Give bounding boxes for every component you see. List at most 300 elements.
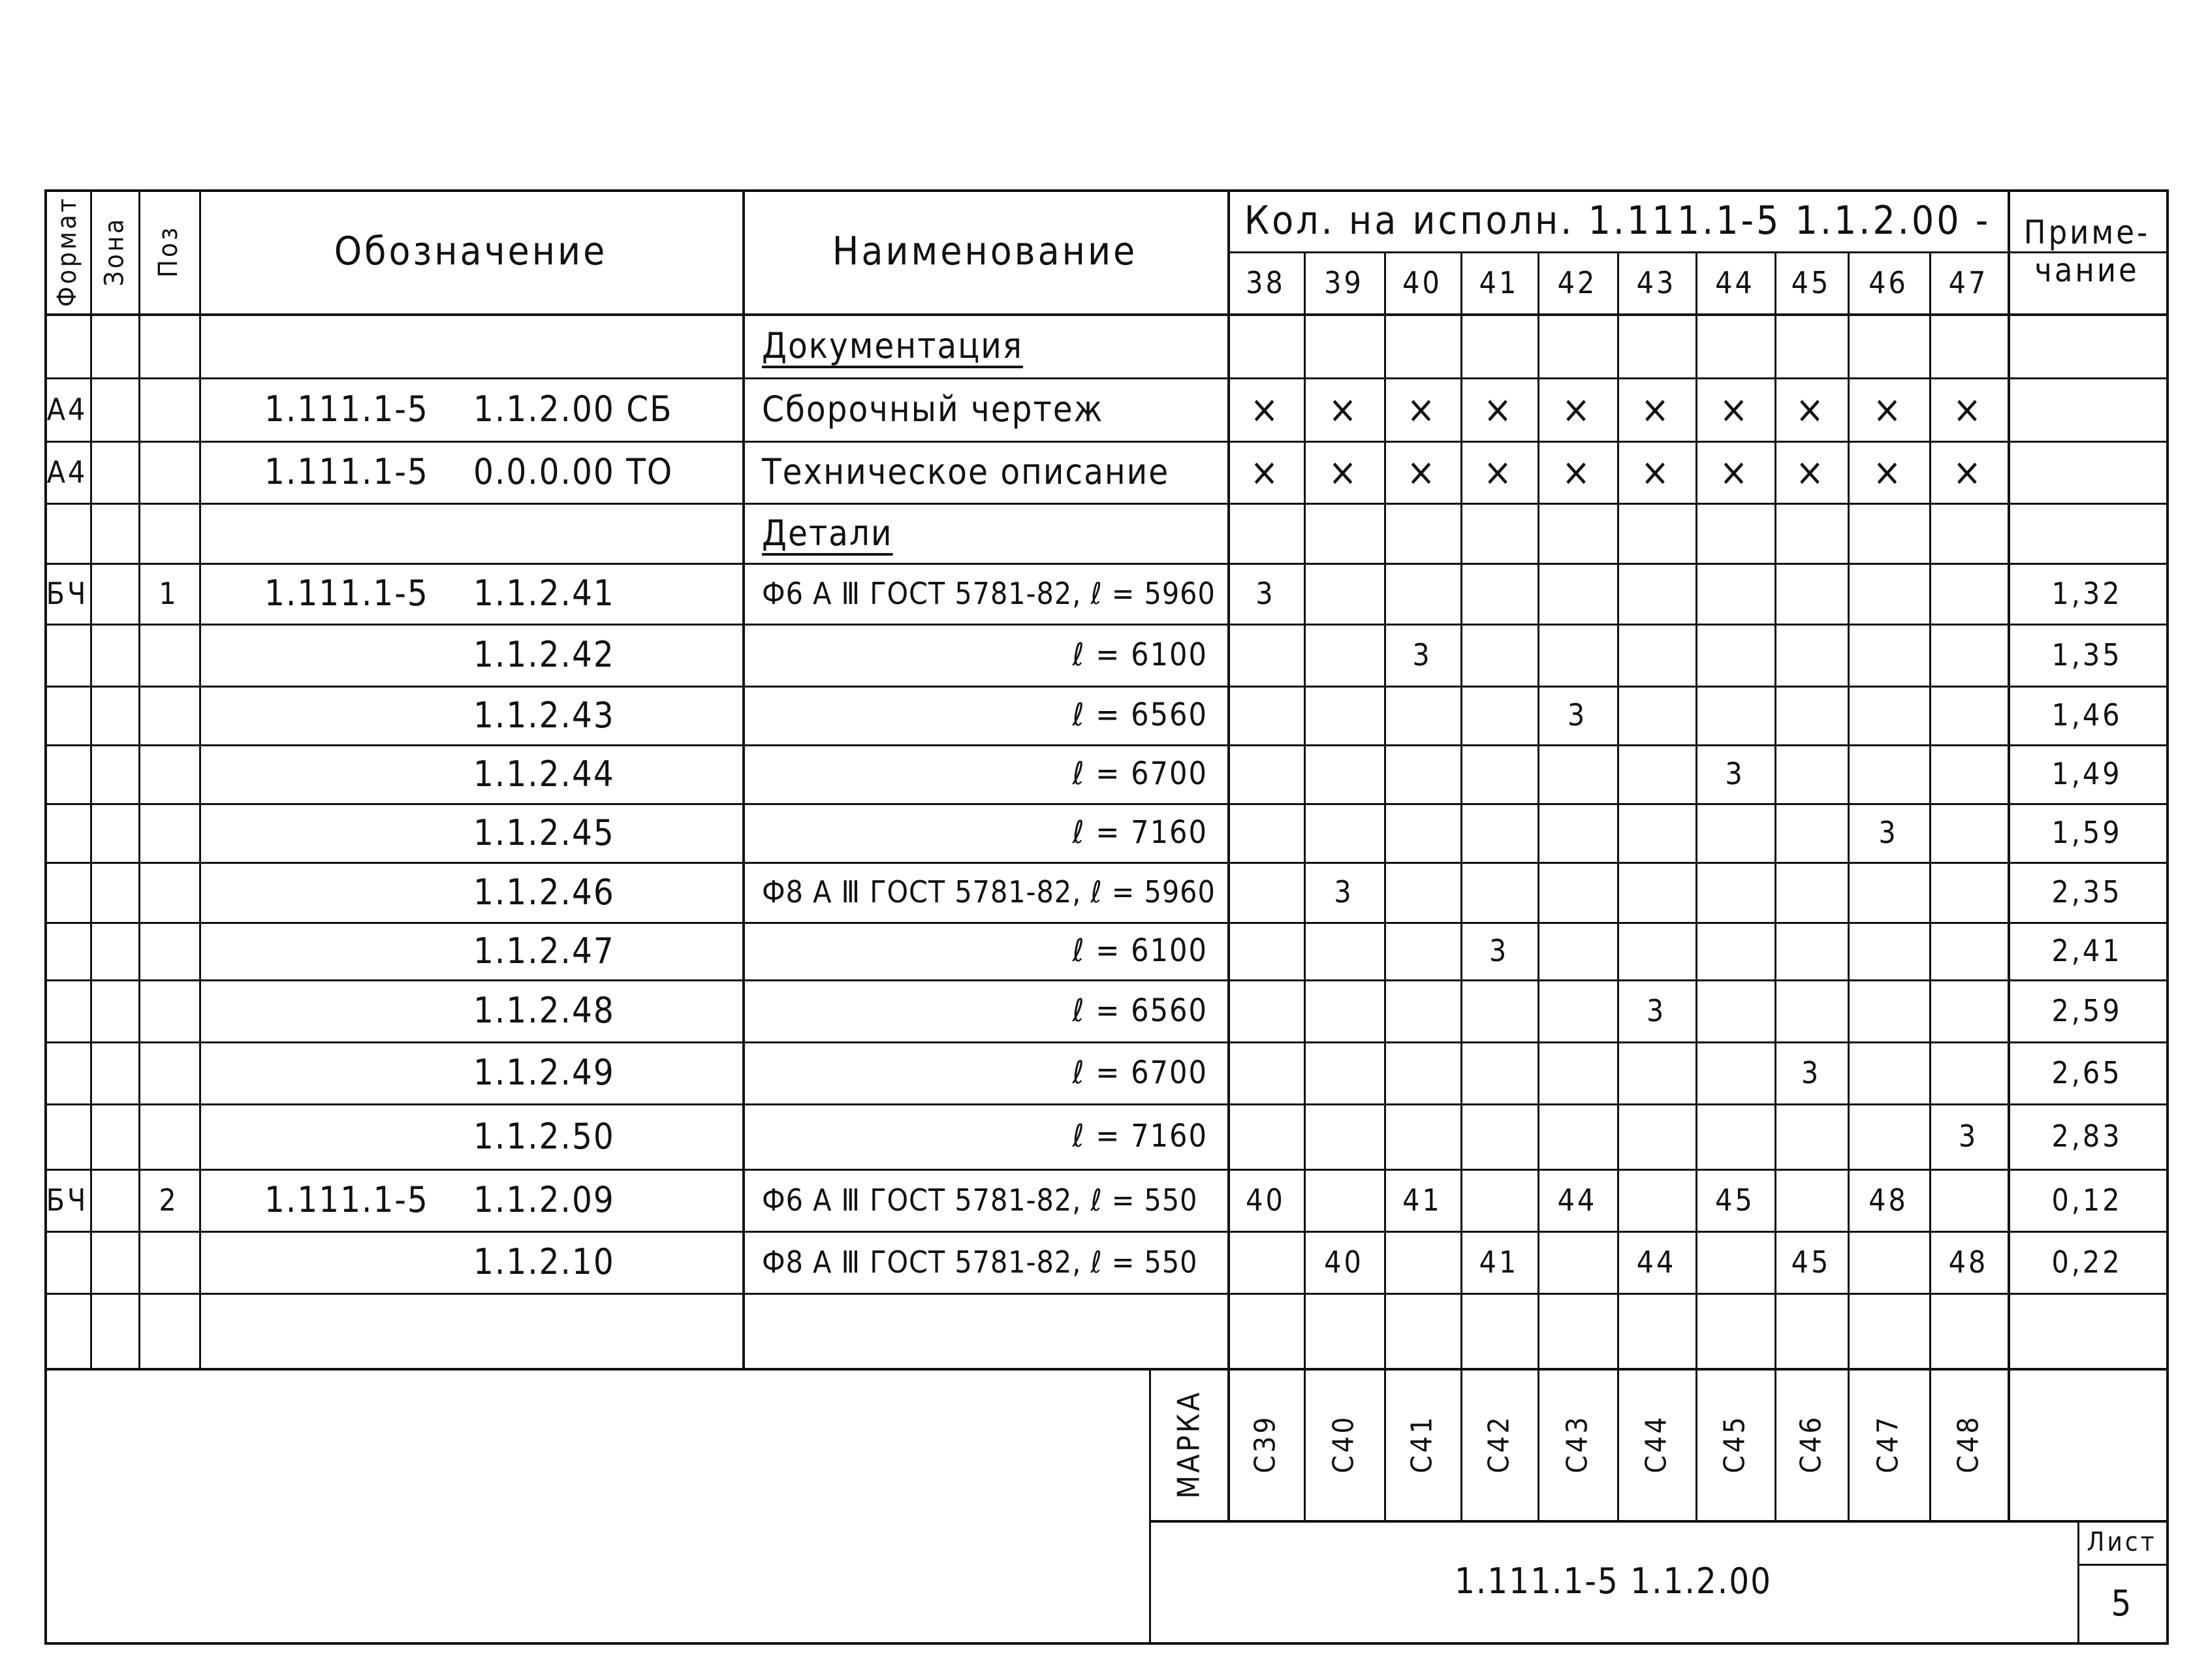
header-variant-39: 39 bbox=[1324, 264, 1364, 300]
row-name: ℓ = 6700 bbox=[1072, 755, 1208, 792]
row-qty-46 bbox=[1848, 1231, 1929, 1293]
row-format bbox=[44, 1231, 90, 1293]
row-qty-43 bbox=[1617, 1169, 1695, 1231]
row-qty-46 bbox=[1848, 313, 1929, 377]
row-qty-39 bbox=[1304, 922, 1384, 979]
row-qty-39 bbox=[1304, 803, 1384, 862]
marka-value-box bbox=[1304, 1368, 1384, 1520]
header-qty-title: Кол. на исполн. 1.111.1-5 1.1.2.00 - bbox=[1244, 197, 1991, 244]
row-qty-41 bbox=[1460, 803, 1538, 862]
row-qty-39 bbox=[1304, 1169, 1384, 1231]
header-note: Приме- чание bbox=[2023, 214, 2151, 289]
row-format bbox=[44, 862, 90, 922]
row-name: Документация bbox=[762, 325, 1023, 366]
row-designation-prefix: 1.111.1-5 bbox=[264, 1179, 429, 1220]
row-designation-prefix bbox=[264, 1231, 473, 1293]
row-designation-prefix bbox=[264, 803, 473, 862]
row-format bbox=[44, 1293, 90, 1368]
row-qty-42 bbox=[1538, 563, 1617, 624]
row-qty-41: × bbox=[1483, 387, 1515, 432]
row-pos bbox=[138, 503, 199, 563]
row-designation-prefix: 1.111.1-5 bbox=[264, 573, 429, 614]
row-qty-40 bbox=[1384, 563, 1460, 624]
header-variant-47: 47 bbox=[1948, 264, 1989, 300]
row-name: Ф6 А Ⅲ ГОСТ 5781-82, ℓ = 5960 bbox=[762, 575, 1216, 611]
marka-value: С43 bbox=[1560, 1414, 1594, 1474]
row-qty-39 bbox=[1304, 563, 1384, 624]
marka-value: С40 bbox=[1327, 1414, 1361, 1474]
row-zone bbox=[90, 922, 138, 979]
row-designation-prefix bbox=[264, 624, 473, 686]
row-qty-42 bbox=[1538, 1103, 1617, 1169]
marka-label-box bbox=[1149, 1368, 1227, 1520]
row-zone bbox=[90, 1041, 138, 1103]
row-pos: 1 bbox=[159, 575, 179, 611]
row-qty-42: × bbox=[1562, 387, 1593, 432]
row-designation-code: 1.1.2.48 bbox=[473, 990, 615, 1031]
row-qty-41: × bbox=[1483, 449, 1515, 494]
header-variant-43: 43 bbox=[1636, 264, 1677, 300]
row-note bbox=[2008, 441, 2166, 503]
row-pos bbox=[138, 979, 199, 1041]
row-name: ℓ = 6100 bbox=[1072, 932, 1208, 969]
row-qty-38 bbox=[1227, 862, 1304, 922]
row-qty-41 bbox=[1460, 1293, 1538, 1368]
row-pos bbox=[138, 441, 199, 503]
row-qty-47: 3 bbox=[1958, 1118, 1979, 1154]
row-zone bbox=[90, 803, 138, 862]
row-zone bbox=[90, 441, 138, 503]
row-qty-42 bbox=[1538, 313, 1617, 377]
row-designation-code: 1.1.2.41 bbox=[473, 573, 615, 614]
row-designation-prefix bbox=[264, 1103, 473, 1169]
marka-label: МАРКА bbox=[1171, 1389, 1206, 1498]
row-qty-43 bbox=[1617, 1293, 1695, 1368]
row-qty-43: 44 bbox=[1636, 1244, 1677, 1280]
row-format bbox=[44, 624, 90, 686]
marka-value-box bbox=[1384, 1368, 1460, 1520]
row-qty-47 bbox=[1929, 563, 2008, 624]
row-name: Детали bbox=[762, 512, 893, 554]
row-zone bbox=[90, 1103, 138, 1169]
row-qty-43 bbox=[1617, 1041, 1695, 1103]
row-qty-41 bbox=[1460, 1103, 1538, 1169]
row-qty-44: × bbox=[1719, 387, 1751, 432]
row-note: 1,35 bbox=[2051, 637, 2122, 673]
row-format: А4 bbox=[46, 391, 88, 427]
row-designation-prefix bbox=[264, 686, 473, 744]
row-qty-41 bbox=[1460, 313, 1538, 377]
row-note: 0,12 bbox=[2051, 1182, 2122, 1218]
row-qty-47 bbox=[1929, 686, 2008, 744]
row-format: БЧ bbox=[46, 575, 89, 611]
row-qty-39 bbox=[1304, 503, 1384, 563]
row-qty-38 bbox=[1227, 803, 1304, 862]
row-designation-prefix bbox=[264, 1293, 473, 1368]
row-qty-40: 41 bbox=[1402, 1182, 1442, 1218]
row-designation-code bbox=[454, 1293, 742, 1368]
header-zone: Зона bbox=[99, 216, 130, 287]
row-format bbox=[44, 313, 90, 377]
row-qty-44 bbox=[1695, 1231, 1774, 1293]
row-qty-43 bbox=[1617, 803, 1695, 862]
row-qty-46 bbox=[1848, 1041, 1929, 1103]
row-zone bbox=[90, 686, 138, 744]
marka-value-box bbox=[1227, 1368, 1304, 1520]
row-qty-43: × bbox=[1641, 449, 1672, 494]
row-qty-42: 3 bbox=[1567, 697, 1588, 733]
row-qty-41 bbox=[1460, 1041, 1538, 1103]
sheet-number: 5 bbox=[2111, 1582, 2133, 1624]
row-qty-42 bbox=[1538, 624, 1617, 686]
row-qty-39: 40 bbox=[1324, 1244, 1364, 1280]
row-qty-47: × bbox=[1953, 387, 1984, 432]
row-qty-39 bbox=[1304, 313, 1384, 377]
row-qty-47 bbox=[1929, 862, 2008, 922]
row-qty-47 bbox=[1929, 503, 2008, 563]
row-qty-40 bbox=[1384, 1041, 1460, 1103]
row-qty-39 bbox=[1304, 686, 1384, 744]
row-note: 2,65 bbox=[2051, 1054, 2122, 1090]
row-designation-prefix bbox=[264, 744, 473, 803]
row-note: 1,32 bbox=[2051, 575, 2122, 611]
row-qty-44: 45 bbox=[1715, 1182, 1755, 1218]
row-qty-41 bbox=[1460, 624, 1538, 686]
row-qty-42 bbox=[1538, 503, 1617, 563]
row-designation-code: 1.1.2.47 bbox=[473, 930, 615, 972]
row-qty-40 bbox=[1384, 1293, 1460, 1368]
row-qty-38 bbox=[1227, 313, 1304, 377]
row-designation-code: 1.1.2.10 bbox=[473, 1241, 615, 1282]
row-qty-46 bbox=[1848, 1293, 1929, 1368]
row-qty-43: × bbox=[1641, 387, 1672, 432]
row-note: 2,35 bbox=[2051, 874, 2122, 910]
row-qty-38 bbox=[1227, 1041, 1304, 1103]
row-name: Ф8 А Ⅲ ГОСТ 5781-82, ℓ = 550 bbox=[762, 1244, 1198, 1280]
header-name: Наименование bbox=[832, 229, 1138, 274]
row-qty-43 bbox=[1617, 922, 1695, 979]
marka-value-box bbox=[1848, 1368, 1929, 1520]
row-note: 2,41 bbox=[2051, 933, 2122, 968]
marka-value-box bbox=[1695, 1368, 1774, 1520]
row-qty-40: 3 bbox=[1412, 637, 1432, 673]
row-zone bbox=[90, 1231, 138, 1293]
row-qty-39 bbox=[1304, 744, 1384, 803]
row-zone bbox=[90, 563, 138, 624]
row-qty-38: 40 bbox=[1246, 1182, 1285, 1218]
marka-value-box bbox=[1774, 1368, 1848, 1520]
row-qty-40 bbox=[1384, 686, 1460, 744]
row-qty-43 bbox=[1617, 686, 1695, 744]
marka-value: С39 bbox=[1248, 1414, 1282, 1474]
row-qty-38 bbox=[1227, 1293, 1304, 1368]
row-designation-prefix bbox=[264, 1041, 473, 1103]
row-format bbox=[44, 803, 90, 862]
row-designation-code: 1.1.2.42 bbox=[473, 634, 615, 675]
row-designation-code: 1.1.2.09 bbox=[473, 1179, 615, 1220]
row-qty-44 bbox=[1695, 313, 1774, 377]
row-qty-47: × bbox=[1953, 449, 1984, 494]
row-qty-45: × bbox=[1795, 449, 1827, 494]
row-qty-43 bbox=[1617, 624, 1695, 686]
row-qty-42 bbox=[1538, 1293, 1617, 1368]
row-pos bbox=[138, 1293, 199, 1368]
row-format: БЧ bbox=[46, 1182, 89, 1218]
row-qty-45 bbox=[1774, 979, 1848, 1041]
marka-value: С48 bbox=[1951, 1414, 1985, 1474]
row-qty-44 bbox=[1695, 922, 1774, 979]
row-designation-code bbox=[454, 313, 742, 377]
header-zone-box bbox=[90, 189, 138, 313]
row-note bbox=[2008, 377, 2166, 441]
row-qty-42 bbox=[1538, 922, 1617, 979]
row-pos bbox=[138, 1041, 199, 1103]
row-qty-40: × bbox=[1406, 387, 1438, 432]
row-note bbox=[2008, 503, 2166, 563]
row-qty-39 bbox=[1304, 979, 1384, 1041]
row-qty-38 bbox=[1227, 624, 1304, 686]
row-qty-46: × bbox=[1872, 449, 1904, 494]
row-qty-45 bbox=[1774, 922, 1848, 979]
row-qty-47 bbox=[1929, 744, 2008, 803]
row-name: Сборочный чертеж bbox=[762, 388, 1104, 430]
row-qty-41 bbox=[1460, 686, 1538, 744]
row-zone bbox=[90, 862, 138, 922]
row-note: 1,46 bbox=[2051, 697, 2122, 733]
marka-value-box bbox=[1929, 1368, 2008, 1520]
row-qty-47: 48 bbox=[1948, 1244, 1989, 1280]
header-variant-38: 38 bbox=[1246, 264, 1285, 300]
row-designation-prefix bbox=[264, 503, 473, 563]
row-qty-38: × bbox=[1250, 449, 1282, 494]
row-pos bbox=[138, 922, 199, 979]
row-note: 2,83 bbox=[2051, 1118, 2122, 1154]
row-qty-46: × bbox=[1872, 387, 1904, 432]
row-format bbox=[44, 922, 90, 979]
header-variant-41: 41 bbox=[1479, 264, 1519, 300]
row-designation-code bbox=[454, 503, 742, 563]
row-qty-43 bbox=[1617, 744, 1695, 803]
row-qty-41: 41 bbox=[1479, 1244, 1519, 1280]
row-designation-code: 1.1.2.46 bbox=[473, 871, 615, 913]
row-qty-39: × bbox=[1328, 387, 1360, 432]
header-format: Формат bbox=[52, 196, 82, 307]
row-designation-code: 1.1.2.00 СБ bbox=[473, 388, 673, 430]
header-designation: Обозначение bbox=[334, 229, 608, 274]
row-qty-39: × bbox=[1328, 449, 1360, 494]
row-format bbox=[44, 1103, 90, 1169]
row-qty-39: 3 bbox=[1334, 874, 1354, 910]
row-qty-44 bbox=[1695, 563, 1774, 624]
row-qty-40 bbox=[1384, 922, 1460, 979]
marka-value-box bbox=[1538, 1368, 1617, 1520]
row-qty-44 bbox=[1695, 624, 1774, 686]
row-name: ℓ = 6700 bbox=[1072, 1054, 1208, 1091]
row-pos bbox=[138, 862, 199, 922]
row-qty-44 bbox=[1695, 862, 1774, 922]
row-designation-code: 0.0.0.00 ТО bbox=[473, 451, 674, 492]
row-qty-38 bbox=[1227, 686, 1304, 744]
row-qty-44 bbox=[1695, 503, 1774, 563]
row-qty-44 bbox=[1695, 803, 1774, 862]
row-note bbox=[2008, 1293, 2166, 1368]
row-qty-38: 3 bbox=[1255, 575, 1276, 611]
row-qty-45 bbox=[1774, 503, 1848, 563]
header-variant-46: 46 bbox=[1869, 264, 1908, 300]
row-qty-43 bbox=[1617, 1103, 1695, 1169]
row-qty-46 bbox=[1848, 503, 1929, 563]
row-qty-38 bbox=[1227, 1231, 1304, 1293]
row-designation-code: 1.1.2.50 bbox=[473, 1115, 615, 1157]
row-qty-43 bbox=[1617, 503, 1695, 563]
row-note bbox=[2008, 313, 2166, 377]
row-qty-45 bbox=[1774, 624, 1848, 686]
row-qty-39 bbox=[1304, 624, 1384, 686]
row-format bbox=[44, 686, 90, 744]
row-qty-41 bbox=[1460, 862, 1538, 922]
row-note: 2,59 bbox=[2051, 992, 2122, 1028]
col-divider bbox=[199, 189, 201, 1368]
row-pos bbox=[138, 803, 199, 862]
row-qty-39 bbox=[1304, 1293, 1384, 1368]
row-qty-46 bbox=[1848, 1103, 1929, 1169]
header-variant-45: 45 bbox=[1791, 264, 1831, 300]
row-name: ℓ = 6100 bbox=[1072, 636, 1208, 673]
row-pos bbox=[138, 313, 199, 377]
row-note: 1,49 bbox=[2051, 756, 2122, 791]
row-qty-41: 3 bbox=[1489, 933, 1509, 968]
row-qty-38 bbox=[1227, 979, 1304, 1041]
row-format bbox=[44, 979, 90, 1041]
row-format: А4 bbox=[46, 454, 88, 490]
row-qty-42 bbox=[1538, 862, 1617, 922]
row-qty-45: 45 bbox=[1791, 1244, 1831, 1280]
row-qty-46 bbox=[1848, 624, 1929, 686]
row-zone bbox=[90, 313, 138, 377]
row-qty-47 bbox=[1929, 624, 2008, 686]
title-block-designation: 1.111.1-5 1.1.2.00 bbox=[1454, 1561, 1772, 1602]
marka-value-box bbox=[1460, 1368, 1538, 1520]
row-name: ℓ = 6560 bbox=[1072, 697, 1208, 733]
row-qty-47 bbox=[1929, 979, 2008, 1041]
row-designation-prefix bbox=[264, 922, 473, 979]
row-designation-code: 1.1.2.49 bbox=[473, 1052, 615, 1093]
row-qty-40 bbox=[1384, 803, 1460, 862]
row-qty-40 bbox=[1384, 979, 1460, 1041]
row-name: Ф6 А Ⅲ ГОСТ 5781-82, ℓ = 550 bbox=[762, 1182, 1198, 1218]
row-qty-41 bbox=[1460, 503, 1538, 563]
row-zone bbox=[90, 1169, 138, 1231]
row-designation-prefix bbox=[264, 862, 473, 922]
row-name bbox=[762, 1293, 1208, 1368]
row-pos bbox=[138, 744, 199, 803]
row-name: ℓ = 7160 bbox=[1072, 1118, 1208, 1154]
row-qty-42 bbox=[1538, 979, 1617, 1041]
row-zone bbox=[90, 744, 138, 803]
row-qty-38 bbox=[1227, 503, 1304, 563]
row-pos bbox=[138, 1231, 199, 1293]
row-qty-45 bbox=[1774, 313, 1848, 377]
row-qty-42: 44 bbox=[1557, 1182, 1598, 1218]
sheet-label: Лист bbox=[2087, 1527, 2157, 1557]
row-qty-40 bbox=[1384, 744, 1460, 803]
row-qty-38 bbox=[1227, 922, 1304, 979]
row-format bbox=[44, 1041, 90, 1103]
row-zone bbox=[90, 624, 138, 686]
row-qty-43 bbox=[1617, 862, 1695, 922]
row-pos bbox=[138, 624, 199, 686]
row-qty-38 bbox=[1227, 1103, 1304, 1169]
row-qty-45 bbox=[1774, 744, 1848, 803]
row-qty-47 bbox=[1929, 1293, 2008, 1368]
row-qty-38: × bbox=[1250, 387, 1282, 432]
row-designation-prefix bbox=[264, 979, 473, 1041]
row-qty-45 bbox=[1774, 1103, 1848, 1169]
marka-value: С41 bbox=[1405, 1414, 1439, 1474]
row-designation-code: 1.1.2.43 bbox=[473, 694, 615, 736]
row-pos: 2 bbox=[159, 1182, 179, 1218]
row-qty-38 bbox=[1227, 744, 1304, 803]
marka-value: С42 bbox=[1482, 1414, 1516, 1474]
header-format-box bbox=[44, 189, 90, 313]
row-qty-42 bbox=[1538, 803, 1617, 862]
marka-value: С44 bbox=[1639, 1414, 1673, 1474]
row-qty-45: × bbox=[1795, 387, 1827, 432]
frame-right bbox=[2166, 189, 2169, 1645]
row-qty-42: × bbox=[1562, 449, 1593, 494]
frame-bottom bbox=[44, 1642, 2166, 1645]
row-qty-45 bbox=[1774, 803, 1848, 862]
header-pos: Поз bbox=[153, 225, 184, 278]
row-qty-45: 3 bbox=[1801, 1054, 1822, 1090]
row-qty-40 bbox=[1384, 313, 1460, 377]
row-qty-46 bbox=[1848, 563, 1929, 624]
row-qty-39 bbox=[1304, 1041, 1384, 1103]
row-qty-41 bbox=[1460, 1169, 1538, 1231]
row-qty-46 bbox=[1848, 744, 1929, 803]
col-divider bbox=[742, 189, 745, 1368]
row-qty-40 bbox=[1384, 503, 1460, 563]
row-qty-42 bbox=[1538, 1231, 1617, 1293]
row-qty-47 bbox=[1929, 922, 2008, 979]
row-qty-47 bbox=[1929, 803, 2008, 862]
row-qty-40 bbox=[1384, 1231, 1460, 1293]
row-zone bbox=[90, 979, 138, 1041]
row-format bbox=[44, 503, 90, 563]
row-name: ℓ = 7160 bbox=[1072, 814, 1208, 851]
row-qty-45 bbox=[1774, 1293, 1848, 1368]
row-qty-41 bbox=[1460, 744, 1538, 803]
row-qty-46 bbox=[1848, 686, 1929, 744]
row-name: ℓ = 6560 bbox=[1072, 992, 1208, 1029]
row-qty-46 bbox=[1848, 979, 1929, 1041]
row-name: Техническое описание bbox=[762, 451, 1170, 492]
row-qty-45 bbox=[1774, 686, 1848, 744]
row-qty-46 bbox=[1848, 862, 1929, 922]
row-qty-40: × bbox=[1406, 449, 1438, 494]
row-qty-42 bbox=[1538, 744, 1617, 803]
row-designation-prefix: 1.111.1-5 bbox=[264, 451, 429, 492]
row-qty-40 bbox=[1384, 1103, 1460, 1169]
row-qty-45 bbox=[1774, 563, 1848, 624]
row-pos bbox=[138, 686, 199, 744]
row-qty-46: 3 bbox=[1878, 815, 1899, 850]
row-format bbox=[44, 744, 90, 803]
row-designation-code: 1.1.2.45 bbox=[473, 812, 615, 853]
row-qty-40 bbox=[1384, 862, 1460, 922]
row-pos bbox=[138, 1103, 199, 1169]
row-qty-44 bbox=[1695, 1293, 1774, 1368]
